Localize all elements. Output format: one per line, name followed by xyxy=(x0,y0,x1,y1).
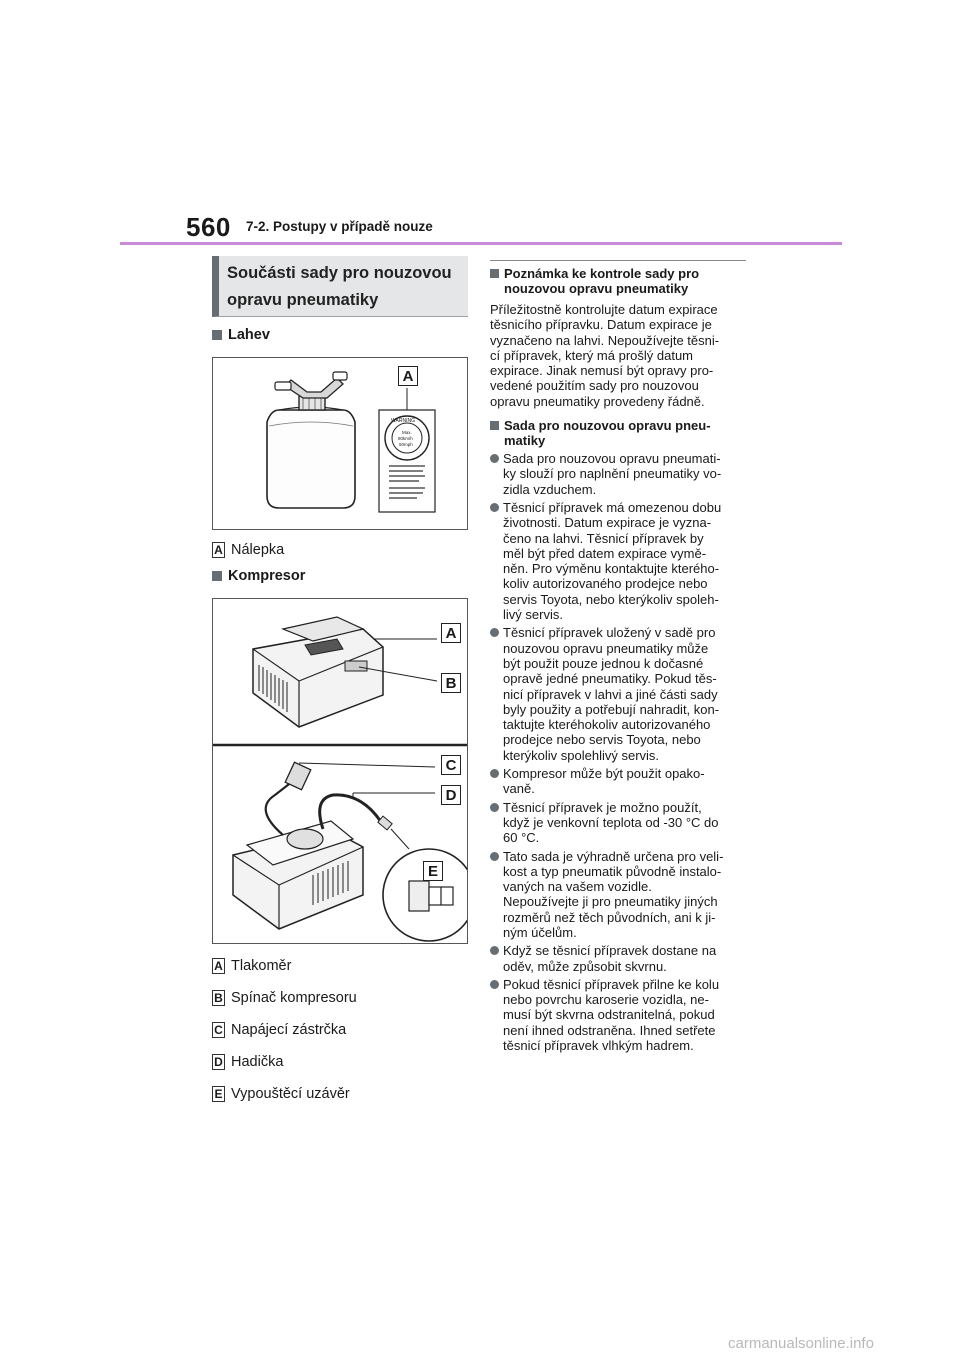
compressor-legend-item xyxy=(212,1052,468,1072)
bullet-item xyxy=(490,500,748,622)
bullet-line: není ihned odstraněna. Ihned setřete xyxy=(503,1022,716,1038)
legend-badge: E xyxy=(212,1086,225,1102)
kit-heading-line: matiky xyxy=(504,432,546,448)
compressor-legend-item xyxy=(212,988,468,1008)
bullet-line: Těsnicí přípravek má omezenou dobu xyxy=(503,499,722,515)
bullet-item xyxy=(490,800,748,846)
bullet-line: ným účelům. xyxy=(503,924,577,940)
bullet-line: opravě jedné pneumatiky. Pokud těs- xyxy=(503,671,717,687)
legend-text: Tlakoměr xyxy=(231,958,292,974)
bullet-line: vaně. xyxy=(503,781,535,797)
bullet-line: taktujte kteréhokoliv autorizovaného xyxy=(503,717,711,733)
parts-title-box xyxy=(212,256,468,317)
round-bullet-icon xyxy=(490,852,499,861)
bullet-line: livý servis. xyxy=(503,607,563,623)
compressor-callout-c: C xyxy=(441,755,461,775)
watermark: carmanualsonline.info xyxy=(728,1335,874,1352)
bullet-line: rozměrů než těch původních, ani k ji- xyxy=(503,909,716,925)
section-title: 7-2. Postupy v případě nouze xyxy=(246,219,433,234)
kit-heading-line: Sada pro nouzovou opravu pneu- xyxy=(504,418,711,434)
bottle-figure xyxy=(212,357,468,530)
square-bullet-icon xyxy=(490,421,499,430)
page-number: 560 xyxy=(186,212,231,242)
bullet-item xyxy=(490,625,748,763)
bullet-line: servis Toyota, nebo kterýkoliv spoleh- xyxy=(503,591,719,607)
bullet-line: oděv, může způsobit skvrnu. xyxy=(503,958,667,974)
bullet-item xyxy=(490,849,748,941)
round-bullet-icon xyxy=(490,803,499,812)
note-line: expirace. Jinak nemusí být opravy pro- xyxy=(490,363,714,379)
bullet-line: Když se těsnicí přípravek dostane na xyxy=(503,943,717,959)
kit-heading xyxy=(490,419,748,448)
bottle-callout-a: A xyxy=(398,366,418,386)
bullet-line: byly použity a potřebují nahradit, kon- xyxy=(503,701,720,717)
bullet-line: Těsnicí přípravek uložený v sadě pro xyxy=(503,625,716,641)
compressor-callout-e: E xyxy=(423,861,443,881)
bullet-line: Sada pro nouzovou opravu pneumati- xyxy=(503,451,721,467)
bullet-line: měl být před datem expirace vymě- xyxy=(503,545,707,561)
compressor-callout-a: A xyxy=(441,623,461,643)
left-column xyxy=(212,256,468,1104)
bullet-line: zidla vzduchem. xyxy=(503,481,597,497)
bullet-item xyxy=(490,977,748,1053)
bullet-line: 60 °C. xyxy=(503,830,540,846)
label-ring-text: WARNING xyxy=(391,418,415,424)
bullet-line: nicí přípravek v lahvi a jiné části sady xyxy=(503,686,718,702)
note-line: Příležitostně kontrolujte datum expirace xyxy=(490,302,718,317)
right-column xyxy=(490,260,748,1053)
legend-badge: A xyxy=(212,542,225,558)
note-line: opravu pneumatiky provedeny řádně. xyxy=(490,393,705,409)
bullet-item xyxy=(490,943,748,974)
bullet-line: Těsnicí přípravek je možno použít, xyxy=(503,799,702,815)
note-line: vyznačeno na lahvi. Nepoužívejte těsni- xyxy=(490,332,720,348)
bullet-line: koliv autorizovaného prodejce nebo xyxy=(503,576,708,592)
legend-badge: A xyxy=(212,958,225,974)
bottle-legend xyxy=(212,540,468,560)
round-bullet-icon xyxy=(490,454,499,463)
round-bullet-icon xyxy=(490,980,499,989)
round-bullet-icon xyxy=(490,946,499,955)
label-center-2: 80km/h xyxy=(398,436,413,441)
bullet-line: čeno na lahvi. Těsnicí přípravek by xyxy=(503,530,704,546)
compressor-figure xyxy=(212,598,468,944)
square-bullet-icon xyxy=(212,571,222,581)
note-paragraph xyxy=(490,302,748,409)
bullet-line: ky slouží pro naplnění pneumatiky vo- xyxy=(503,466,722,482)
round-bullet-icon xyxy=(490,503,499,512)
compressor-illustration xyxy=(213,599,467,943)
legend-text: Hadička xyxy=(231,1054,284,1070)
bottle-heading xyxy=(212,327,468,343)
bullet-line: životnosti. Datum expirace je vyzna- xyxy=(503,515,712,531)
compressor-legend-item xyxy=(212,956,468,976)
bullet-line: kterýkoliv spolehlivý servis. xyxy=(503,747,660,763)
bottle-legend-item xyxy=(212,540,468,560)
compressor-legend-item xyxy=(212,1020,468,1040)
compressor-heading xyxy=(212,568,468,584)
legend-text: Spínač kompresoru xyxy=(231,990,357,1006)
kit-bullets xyxy=(490,451,748,1053)
note-line: těsnicího přípravku. Datum expirace je xyxy=(490,317,712,333)
note-heading-line: Poznámka ke kontrole sady pro xyxy=(504,266,700,281)
legend-badge: D xyxy=(212,1054,225,1070)
bottle-heading-text: Lahev xyxy=(228,327,270,343)
label-center-1: Max. xyxy=(402,430,412,435)
note-line: vedené použitím sady pro nouzovou xyxy=(490,378,699,394)
bullet-line: nebo povrchu karoserie vozidla, ne- xyxy=(503,992,709,1008)
legend-badge: B xyxy=(212,990,225,1006)
bullet-line: Kompresor může být použit opako- xyxy=(503,766,705,782)
header-rule xyxy=(120,242,842,245)
bullet-item xyxy=(490,451,748,497)
square-bullet-icon xyxy=(212,330,222,340)
parts-title-line-1: Součásti sady pro nouzovou xyxy=(227,264,452,282)
compressor-heading-text: Kompresor xyxy=(228,568,306,584)
bullet-line: Nepoužívejte ji pro pneumatiky jiných xyxy=(503,894,718,910)
bullet-line: když je venkovní teplota od -30 °C do xyxy=(503,814,719,830)
square-bullet-icon xyxy=(490,269,499,278)
parts-title-line-2: opravu pneumatiky xyxy=(227,291,379,309)
bullet-item xyxy=(490,766,748,797)
round-bullet-icon xyxy=(490,769,499,778)
label-center-3: 50mph xyxy=(399,442,413,447)
compressor-legend-item xyxy=(212,1084,468,1104)
note-heading-line: nouzovou opravu pneumatiky xyxy=(504,280,689,296)
column-top-rule xyxy=(490,260,746,261)
bullet-line: vaných na vašem vozidle. xyxy=(503,879,652,895)
compressor-callout-d: D xyxy=(441,785,461,805)
bullet-line: těsnicí přípravek vlhkým hadrem. xyxy=(503,1038,694,1054)
bullet-line: být použit pouze jednou k dočasné xyxy=(503,655,704,671)
note-heading xyxy=(490,267,748,296)
legend-text: Napájecí zástrčka xyxy=(231,1022,347,1038)
compressor-callout-b: B xyxy=(441,673,461,693)
legend-text: Vypouštěcí uzávěr xyxy=(231,1086,350,1102)
bullet-line: prodejce nebo servis Toyota, nebo xyxy=(503,732,701,748)
bullet-line: nouzovou opravu pneumatiky může xyxy=(503,640,709,656)
legend-text: Nálepka xyxy=(231,542,285,558)
bullet-line: Pokud těsnicí přípravek přilne ke kolu xyxy=(503,976,720,992)
bullet-line: něn. Pro výměnu kontaktujte kterého- xyxy=(503,561,720,577)
bottle-illustration xyxy=(213,358,467,529)
note-line: cí přípravek, který má prošlý datum xyxy=(490,347,694,363)
bullet-line: kost a typ pneumatik původně instalo- xyxy=(503,863,722,879)
compressor-legend xyxy=(212,956,468,1104)
bullet-line: Tato sada je výhradně určena pro veli- xyxy=(503,848,724,864)
legend-badge: C xyxy=(212,1022,225,1038)
round-bullet-icon xyxy=(490,628,499,637)
bullet-line: musí být skvrna odstranitelná, pokud xyxy=(503,1007,715,1023)
